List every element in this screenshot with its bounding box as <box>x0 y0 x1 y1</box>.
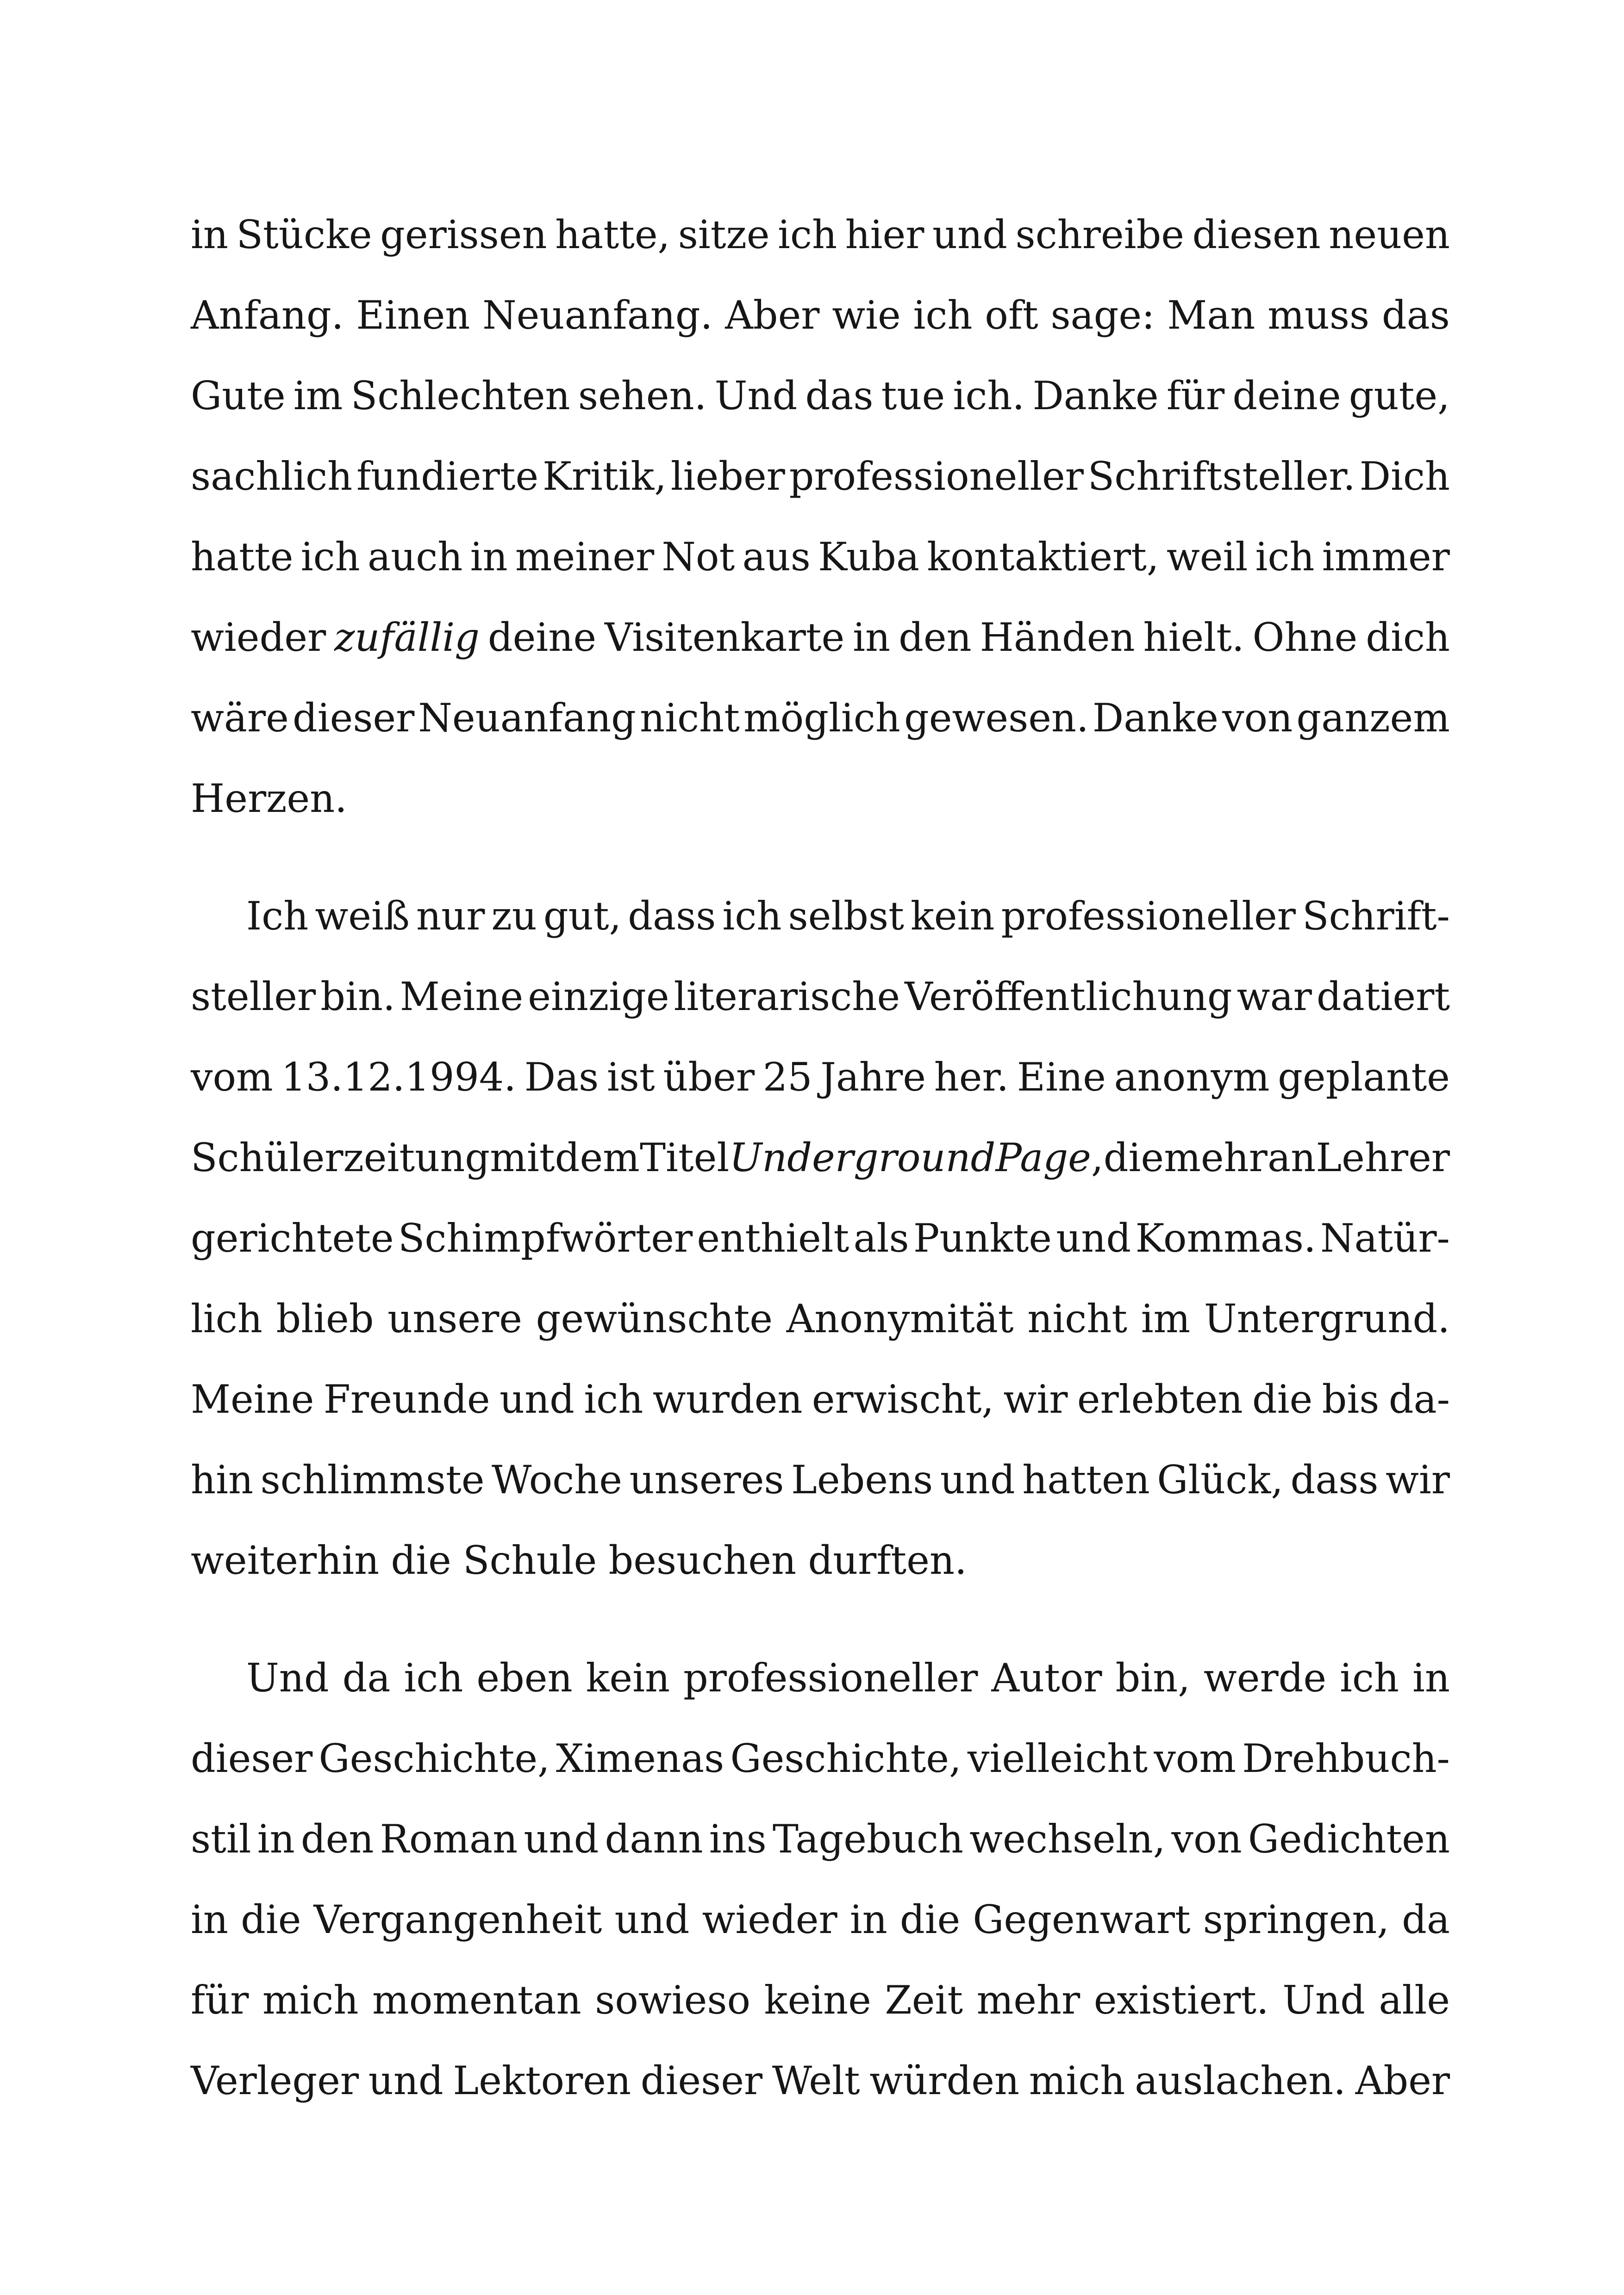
word: Einen <box>356 293 470 338</box>
word: vom <box>191 1054 273 1100</box>
word: dieser <box>191 1736 313 1781</box>
italic-word: Underground <box>729 1135 996 1180</box>
word: enthielt <box>697 1216 849 1261</box>
word: Neuanfang <box>418 695 636 741</box>
word: Natür- <box>1320 1216 1450 1261</box>
word: Aber <box>725 293 820 338</box>
word: steller <box>191 974 316 1019</box>
word: werde <box>1203 1655 1327 1701</box>
word: hatte <box>191 534 294 580</box>
word: ins <box>709 1816 767 1862</box>
word: sehen. <box>578 373 707 418</box>
word: als <box>853 1216 909 1261</box>
word: in <box>191 212 228 257</box>
word: wurden <box>652 1377 803 1422</box>
word: diesen <box>1192 212 1321 257</box>
word: aus <box>742 534 811 580</box>
text-line <box>191 956 1450 1037</box>
word: Schrift- <box>1302 893 1450 939</box>
word: Und <box>246 1655 329 1701</box>
word: Punkte <box>913 1216 1052 1261</box>
word: durften. <box>808 1538 967 1583</box>
word: möglich <box>743 695 900 741</box>
word: Schlechten <box>350 373 570 418</box>
word: dieser <box>640 2058 763 2103</box>
word: kontaktiert, <box>927 534 1159 580</box>
word: im <box>293 373 343 418</box>
word: Das <box>524 1054 599 1100</box>
word: hielt. <box>1143 615 1244 660</box>
word: die <box>391 1538 451 1583</box>
word: in <box>470 534 508 580</box>
word: momentan <box>372 1977 581 2023</box>
word: Geschichte, <box>319 1736 550 1781</box>
word: lich <box>191 1296 262 1341</box>
word: ganzem <box>1296 695 1450 741</box>
word: die <box>1103 1135 1164 1180</box>
word: erwischt, <box>812 1377 994 1422</box>
word: Gegenwart <box>973 1897 1191 1942</box>
word: dass <box>628 893 716 939</box>
word: an <box>1267 1135 1316 1180</box>
word: erlebten <box>1077 1377 1243 1422</box>
text-line <box>191 1359 1450 1440</box>
word: dieser <box>292 695 415 741</box>
word: deine <box>487 615 597 660</box>
word: hier <box>845 212 924 257</box>
word: die <box>899 1897 961 1942</box>
word: unseres <box>629 1457 784 1503</box>
word: Eine <box>1017 1054 1106 1100</box>
word: Tagebuch <box>772 1816 964 1862</box>
word: bin, <box>1115 1655 1190 1701</box>
word: Man <box>1167 293 1255 338</box>
word: in <box>849 1897 887 1942</box>
word: wechseln, <box>969 1816 1166 1862</box>
text-line <box>191 1718 1450 1799</box>
text-line <box>191 758 1450 839</box>
word: Schule <box>462 1538 597 1583</box>
word: die <box>241 1897 301 1942</box>
word: Verleger <box>191 2058 359 2103</box>
word: datiert <box>1316 974 1450 1019</box>
word: und <box>499 1377 575 1422</box>
text-line <box>191 876 1450 956</box>
word: wäre <box>191 695 289 741</box>
text-line <box>191 194 1450 275</box>
word: wieder <box>191 615 326 660</box>
punctuation: , <box>1091 1135 1104 1180</box>
word: wieder <box>702 1897 837 1942</box>
word: Titel <box>639 1135 730 1180</box>
word: tue <box>881 373 945 418</box>
word: auch <box>368 534 463 580</box>
word: ich. <box>953 373 1025 418</box>
word: da <box>1402 1897 1450 1942</box>
word: hin <box>191 1457 254 1503</box>
text-line <box>191 1278 1450 1359</box>
word: keine <box>764 1977 871 2023</box>
word: vom <box>1154 1736 1237 1781</box>
word: Gute <box>191 373 286 418</box>
word: hatte, <box>555 212 670 257</box>
word: mit <box>490 1135 555 1180</box>
italic-word: Page <box>995 1135 1091 1180</box>
word: Meine <box>400 974 524 1019</box>
word: Schülerzeitung <box>191 1135 490 1180</box>
paragraph-gap <box>191 839 1450 876</box>
word: alle <box>1379 1977 1450 2023</box>
word: sitze <box>678 212 770 257</box>
word: Vergangenheit <box>313 1897 602 1942</box>
word: literarische <box>674 974 900 1019</box>
word: da- <box>1388 1377 1450 1422</box>
text-line <box>191 1879 1450 1960</box>
word: Dich <box>1359 454 1450 499</box>
word: die <box>1252 1377 1313 1422</box>
word: gewesen. <box>904 695 1089 741</box>
word: springen, <box>1203 1897 1389 1942</box>
word: Roman <box>380 1816 518 1862</box>
word: und <box>524 1816 599 1862</box>
word: Und <box>714 373 798 418</box>
word: im <box>1141 1296 1191 1341</box>
word: von <box>1222 695 1293 741</box>
word: den <box>899 615 972 660</box>
word: ist <box>606 1054 655 1100</box>
text-line <box>191 436 1450 517</box>
word: das <box>1381 293 1450 338</box>
word: Lektoren <box>453 2058 631 2103</box>
word: den <box>300 1816 374 1862</box>
text-line <box>191 1198 1450 1278</box>
word: Veröffentlichung <box>905 974 1232 1019</box>
word: Ich <box>246 893 309 939</box>
word: Anfang. <box>191 293 344 338</box>
word: ich <box>722 893 782 939</box>
word: mehr <box>1164 1135 1268 1180</box>
word: von <box>1171 1816 1242 1862</box>
word: Visitenkarte <box>605 615 845 660</box>
word: Untergrund. <box>1204 1296 1450 1341</box>
word: Kommas. <box>1135 1216 1316 1261</box>
text-line <box>191 1960 1450 2040</box>
word: nicht <box>1027 1296 1128 1341</box>
word: Stücke <box>236 212 372 257</box>
word: geplante <box>1278 1054 1450 1100</box>
word: Drehbuch- <box>1242 1736 1450 1781</box>
word: und <box>1056 1216 1131 1261</box>
word: Woche <box>491 1457 623 1503</box>
word-with-punctuation <box>996 1117 1104 1198</box>
word: Jahre <box>820 1054 926 1100</box>
text-line <box>191 2040 1450 2121</box>
word: eben <box>476 1655 573 1701</box>
word: Lehrer <box>1316 1135 1450 1180</box>
body-text <box>191 194 1450 2121</box>
word: Händen <box>980 615 1135 660</box>
word: kein <box>910 893 995 939</box>
word: gut, <box>543 893 622 939</box>
word: schlimmste <box>260 1457 485 1503</box>
word: Danke <box>1092 695 1218 741</box>
word: einzige <box>528 974 669 1019</box>
word: selbst <box>788 893 904 939</box>
word: Schimpfwörter <box>398 1216 693 1261</box>
word: ich <box>404 1655 463 1701</box>
word: oft <box>985 293 1038 338</box>
word: neuen <box>1329 212 1450 257</box>
word: stil <box>191 1816 251 1862</box>
word: sage: <box>1050 293 1155 338</box>
word: dem <box>555 1135 640 1180</box>
word: deine <box>1232 373 1341 418</box>
word: ich <box>778 212 837 257</box>
word: da <box>342 1655 391 1701</box>
word: weiß <box>315 893 410 939</box>
word: professioneller <box>1001 893 1296 939</box>
word: für <box>191 1977 249 2023</box>
word: Schriftsteller. <box>1087 454 1355 499</box>
word: Anonymität <box>786 1296 1014 1341</box>
word: dich <box>1366 615 1450 660</box>
word: weiterhin <box>191 1538 380 1583</box>
word: weil <box>1166 534 1248 580</box>
word: fundierte <box>356 454 539 499</box>
word: professioneller <box>683 1655 978 1701</box>
word: mich <box>1029 2058 1125 2103</box>
text-line <box>191 1799 1450 1879</box>
word: Zeit <box>885 1977 963 2023</box>
word: 25 <box>762 1054 812 1100</box>
word: bin. <box>320 974 395 1019</box>
word: und <box>368 2058 443 2103</box>
word: über <box>663 1054 755 1100</box>
word: 13.12.1994. <box>281 1054 517 1100</box>
word: Kritik, <box>542 454 667 499</box>
word: blieb <box>276 1296 374 1341</box>
word: mehr <box>976 1977 1081 2023</box>
word: auslachen. <box>1135 2058 1346 2103</box>
word: dann <box>605 1816 703 1862</box>
paragraph <box>191 876 1450 1601</box>
word: Lebens <box>791 1457 933 1503</box>
word: unsere <box>387 1296 522 1341</box>
text-line <box>191 1440 1450 1520</box>
word: zu <box>491 893 537 939</box>
word: Danke <box>1032 373 1159 418</box>
word: würden <box>869 2058 1020 2103</box>
word: mich <box>262 1977 359 2023</box>
word: sowieso <box>595 1977 751 2023</box>
word: gerichtete <box>191 1216 394 1261</box>
word: Neuanfang. <box>482 293 713 338</box>
word: Aber <box>1355 2058 1450 2103</box>
word: immer <box>1322 534 1450 580</box>
word: ich <box>913 293 973 338</box>
text-line <box>191 678 1450 758</box>
word: dass <box>1290 1457 1379 1503</box>
word: vielleicht <box>967 1736 1148 1781</box>
text-line <box>191 1037 1450 1117</box>
word: Herzen. <box>191 776 347 821</box>
text-line <box>191 1638 1450 1718</box>
word: Ohne <box>1252 615 1358 660</box>
word: her. <box>934 1054 1009 1100</box>
word: Ximenas <box>556 1736 725 1781</box>
word: sachlich <box>191 454 353 499</box>
word: gerissen <box>380 212 547 257</box>
word: in <box>853 615 891 660</box>
word: ich <box>1340 1655 1399 1701</box>
word: Meine <box>191 1377 314 1422</box>
text-line <box>191 1117 1450 1198</box>
word: schreibe <box>1015 212 1184 257</box>
word: und <box>614 1897 690 1942</box>
paragraph-gap <box>191 1601 1450 1638</box>
word: existiert. <box>1093 1977 1269 2023</box>
word: hatten <box>1022 1457 1150 1503</box>
word: Geschichte, <box>730 1736 962 1781</box>
word: ich <box>1255 534 1315 580</box>
word: Welt <box>772 2058 860 2103</box>
word: nur <box>416 893 485 939</box>
paragraph <box>191 194 1450 839</box>
word: Autor <box>991 1655 1102 1701</box>
word: kein <box>586 1655 670 1701</box>
word: Und <box>1282 1977 1365 2023</box>
text-line <box>191 1520 1450 1601</box>
text-line <box>191 517 1450 597</box>
word: für <box>1166 373 1225 418</box>
word: wir <box>1003 1377 1068 1422</box>
italic-word: zufällig <box>334 615 480 660</box>
word: besuchen <box>608 1538 797 1583</box>
word: Not <box>662 534 735 580</box>
word: das <box>805 373 874 418</box>
word: gute, <box>1349 373 1450 418</box>
word: muss <box>1268 293 1370 338</box>
text-line <box>191 355 1450 436</box>
word: in <box>191 1897 228 1942</box>
word: ich <box>584 1377 643 1422</box>
word: wie <box>832 293 901 338</box>
paragraph <box>191 1638 1450 2121</box>
word: und <box>940 1457 1015 1503</box>
word: in <box>1412 1655 1450 1701</box>
word: nicht <box>640 695 740 741</box>
text-line <box>191 597 1450 678</box>
word: Gedichten <box>1248 1816 1450 1862</box>
word: wir <box>1386 1457 1450 1503</box>
word: gewünschte <box>536 1296 773 1341</box>
word: Glück, <box>1157 1457 1283 1503</box>
word: ich <box>300 534 360 580</box>
word: Freunde <box>323 1377 490 1422</box>
word: meiner <box>515 534 655 580</box>
word: und <box>932 212 1007 257</box>
word: in <box>257 1816 295 1862</box>
word: professioneller <box>789 454 1084 499</box>
word: war <box>1237 974 1312 1019</box>
text-line <box>191 275 1450 355</box>
word: lieber <box>670 454 785 499</box>
word: anonym <box>1114 1054 1270 1100</box>
word: Kuba <box>818 534 919 580</box>
word: bis <box>1322 1377 1380 1422</box>
